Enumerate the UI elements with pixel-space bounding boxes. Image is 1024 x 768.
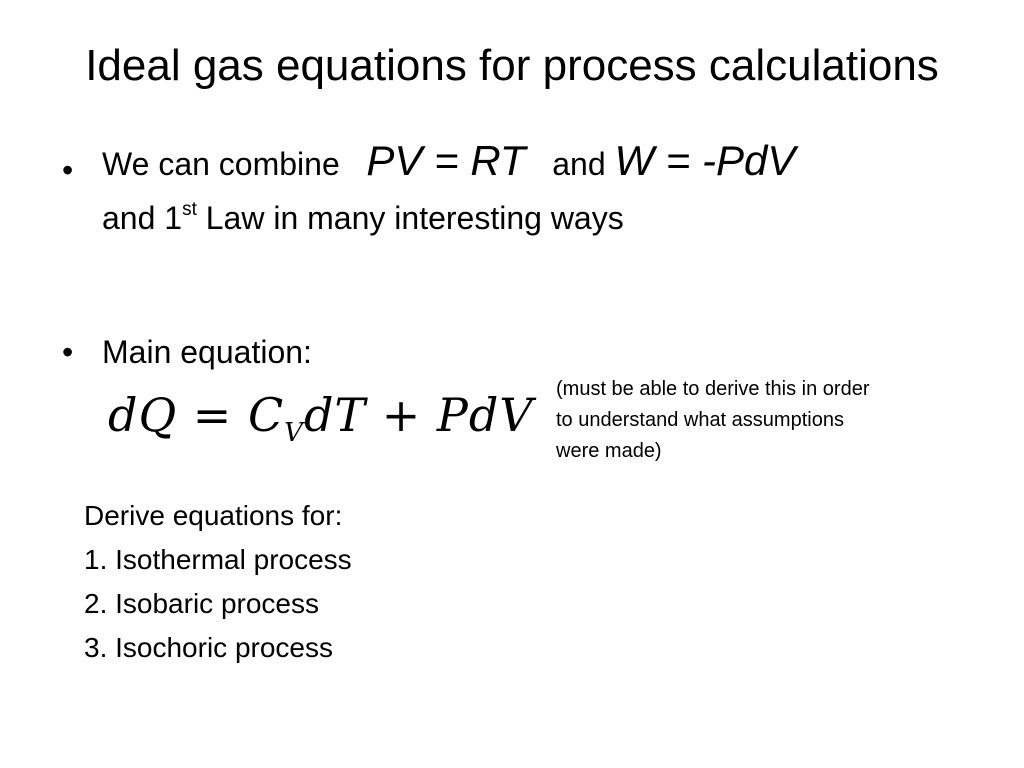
equation-heat-capacity-subscript: V	[284, 418, 304, 448]
combine-conjunction: and	[552, 146, 606, 182]
derivation-note-line: (must be able to derive this in order	[556, 378, 870, 400]
slide-title: Ideal gas equations for process calculations	[85, 41, 939, 90]
bullet-dot-icon: •	[62, 152, 74, 188]
ordinal-suffix: st	[182, 199, 197, 220]
bullet-combine-line2	[102, 198, 624, 238]
equation-heat-capacity: C	[247, 388, 285, 442]
equation-plus: +	[381, 388, 422, 442]
derive-list	[84, 494, 352, 670]
derivation-note-line: to understand what assumptions	[556, 409, 844, 431]
equation-dt: dT	[303, 388, 367, 442]
ideal-gas-law: PV = RT	[366, 137, 526, 184]
derive-item-isochoric: 3. Isochoric process	[84, 632, 333, 663]
derive-heading: Derive equations for:	[84, 500, 343, 531]
combine-prefix: We can combine	[102, 146, 340, 182]
first-law-suffix: Law in many interesting ways	[205, 200, 624, 236]
derivation-note	[556, 374, 956, 467]
derivation-note-line: were made)	[556, 440, 662, 462]
equation-equals: =	[192, 388, 233, 442]
derive-item-isothermal: 1. Isothermal process	[84, 544, 352, 575]
bullet-combine-line1	[102, 138, 795, 187]
equation-lhs: dQ	[108, 388, 178, 442]
main-equation-label: Main equation:	[102, 334, 312, 370]
bullet-dot-icon: •	[62, 334, 74, 370]
equation-pdv: PdV	[436, 388, 534, 442]
main-equation	[108, 386, 534, 448]
work-equation: W = -PdV	[614, 137, 796, 184]
derive-item-isobaric: 2. Isobaric process	[84, 588, 319, 619]
first-law-prefix: and 1	[102, 200, 183, 236]
